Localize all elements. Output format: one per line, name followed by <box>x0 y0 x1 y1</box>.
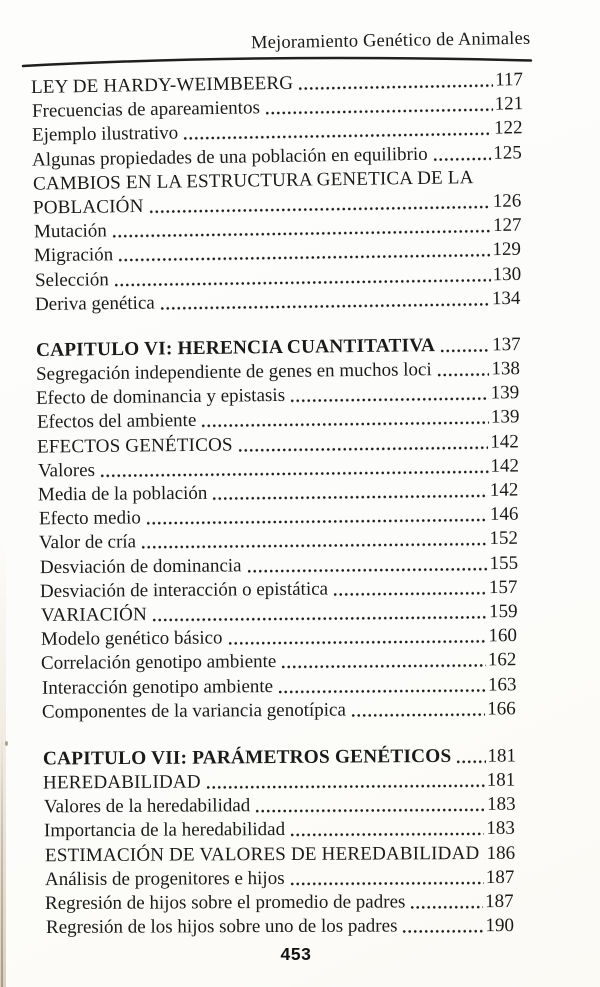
scan-edge-dark-line <box>1 728 3 987</box>
toc-entry-page: 139 <box>490 406 520 429</box>
toc-entry-label: Regresión de hijos sobre el promedio de padres <box>45 891 406 915</box>
dot-leader <box>440 347 490 354</box>
toc-entry <box>44 841 514 868</box>
dot-leader <box>411 904 484 910</box>
dot-leader <box>255 807 485 814</box>
toc-entry-page: 146 <box>489 503 519 526</box>
toc-entry-label: Valor de cría <box>38 531 137 554</box>
toc-entry-label: VARIACIÓN <box>40 604 147 626</box>
toc-entry-page: 138 <box>491 358 521 380</box>
toc-entry-page: 157 <box>488 576 518 598</box>
toc-entry-label: HEREDABILIDAD <box>43 771 201 794</box>
toc-entry <box>45 866 514 892</box>
toc-entry-label: Modelo genético básico <box>40 627 223 651</box>
toc-entry-label: Ejemplo ilustrativo <box>31 122 179 147</box>
dot-leader <box>298 83 493 92</box>
dot-leader <box>118 253 490 264</box>
toc-entry-label: Desviación de interacción o epistática <box>39 578 329 602</box>
toc-entry-label: Segregación independiente de genes en muchos loci <box>35 359 432 385</box>
dot-leader <box>278 687 486 695</box>
toc-entry-label: LEY DE HARDY-WEIMBEERG <box>30 72 294 98</box>
toc-entry-page: 183 <box>486 793 516 816</box>
dot-leader <box>456 759 485 765</box>
dot-leader <box>149 204 491 215</box>
toc-entry-page: 155 <box>489 552 518 574</box>
dot-leader <box>100 469 489 479</box>
dot-leader <box>333 590 487 597</box>
toc-entry-label: Efectos del ambiente <box>36 410 197 434</box>
toc-section <box>30 69 524 315</box>
toc-entry-label: Interacción genotipo ambiente <box>41 675 273 699</box>
toc-entry-page: 139 <box>490 382 520 404</box>
toc-entry-label: Media de la población <box>38 482 208 506</box>
dot-leader <box>290 832 484 839</box>
dot-leader <box>264 107 492 117</box>
toc-entry-page: 122 <box>493 117 523 140</box>
toc-entry-page: 187 <box>485 890 515 913</box>
toc-entry-label: CAPITULO VII: PARÁMETROS GENÉTICOS <box>42 745 452 770</box>
dot-leader <box>433 156 492 163</box>
dot-leader <box>238 444 489 453</box>
toc-entry-page: 137 <box>491 333 521 356</box>
toc-entry-label: EFECTOS GENÉTICOS <box>37 434 234 458</box>
dot-leader <box>113 277 490 288</box>
toc-entry <box>44 793 516 820</box>
toc-entry-page: 130 <box>492 263 521 285</box>
toc-entry <box>42 697 516 724</box>
running-header-title: Mejoramiento Genético de Animales <box>250 28 531 54</box>
toc-entry-page: 159 <box>488 600 518 623</box>
toc-entry-label: Regresión de los hijos sobre uno de los padres <box>45 915 398 939</box>
toc-entry-label: POBLACIÓN <box>33 195 144 219</box>
toc-entry-label: Análisis de progenitores e hijos <box>44 867 285 890</box>
dot-leader <box>246 566 487 574</box>
toc-entry-page: 142 <box>490 455 519 477</box>
toc-entry-page: 162 <box>488 649 517 671</box>
dot-leader <box>282 663 487 671</box>
toc-entry-page: 187 <box>485 866 515 888</box>
toc-entry-page: 166 <box>487 698 517 720</box>
toc-entry-page: 125 <box>493 141 523 164</box>
toc-entry <box>45 890 514 916</box>
toc-entry-label: Importancia de la heredabilidad <box>44 819 286 842</box>
dot-leader <box>351 711 485 718</box>
dot-leader <box>290 880 484 887</box>
toc-entry <box>41 648 516 676</box>
toc-entry-label: Selección <box>34 268 109 291</box>
toc-entry-page: 186 <box>486 842 515 864</box>
toc-entry <box>42 673 517 701</box>
dot-leader <box>160 301 490 311</box>
toc-entry-page: 142 <box>489 479 519 501</box>
dot-leader <box>151 614 486 623</box>
scan-speck <box>5 741 8 746</box>
table-of-contents <box>30 69 524 939</box>
toc-entry-label: Deriva genética <box>34 292 155 315</box>
dot-leader <box>201 420 489 429</box>
toc-entry-label: Efecto medio <box>38 507 141 530</box>
header-rule-line <box>21 55 534 69</box>
toc-entry-page: 190 <box>485 915 514 937</box>
toc-entry-page: 163 <box>487 673 517 695</box>
toc-entry-label: Correlación genotipo ambiente <box>41 651 277 675</box>
dot-leader <box>227 639 486 647</box>
dot-leader <box>437 372 490 379</box>
toc-entry-label: CAPITULO VI: HERENCIA CUANTITATIVA <box>35 334 435 361</box>
dot-leader <box>213 493 488 502</box>
dot-leader <box>402 929 483 935</box>
dot-leader <box>141 542 487 551</box>
toc-entry-page: 181 <box>487 745 516 767</box>
toc-entry-page: 160 <box>488 625 517 647</box>
toc-entry-page: 126 <box>492 190 522 212</box>
toc-entry-label: Mutación <box>33 220 107 243</box>
toc-entry-label: Desviación de dominancia <box>39 554 242 578</box>
toc-entry-label: CAMBIOS EN LA ESTRUCTURA GENETICA DE LA <box>32 166 474 195</box>
toc-entry <box>43 769 515 796</box>
toc-entry-page: 127 <box>492 214 522 237</box>
toc-entry-page: 129 <box>492 239 522 261</box>
toc-entry-label: Efecto de dominancia y epistasis <box>36 385 286 410</box>
toc-entry-page: 117 <box>494 69 524 91</box>
toc-section <box>31 746 523 940</box>
page-number: 453 <box>280 944 312 964</box>
toc-entry-page: 183 <box>486 818 515 840</box>
toc-entry <box>46 914 514 940</box>
toc-entry <box>43 744 516 771</box>
dot-leader <box>183 131 492 142</box>
toc-entry-page: 121 <box>494 93 523 115</box>
dot-leader <box>206 783 485 791</box>
toc-entry-label: Valores <box>37 459 95 482</box>
toc-entry-page: 152 <box>489 528 519 550</box>
toc-entry-label: Valores de la heredabilidad <box>43 795 250 818</box>
toc-entry-page: 181 <box>486 769 516 791</box>
toc-entry-label: Frecuencias de apareamientos <box>31 97 260 123</box>
toc-entry <box>44 817 515 844</box>
toc-entry-label: ESTIMACIÓN DE VALORES DE HEREDABILIDAD <box>44 842 479 866</box>
dot-leader <box>146 517 488 526</box>
toc-section <box>31 333 523 723</box>
toc-entry-page: 142 <box>490 430 520 453</box>
toc-entry-label: Migración <box>33 244 114 267</box>
toc-entry-page: 134 <box>491 287 521 309</box>
dot-leader <box>290 396 489 404</box>
toc-entry-label: Componentes de la variancia genotípica <box>42 699 347 723</box>
toc-entry-label: Algunas propiedades de una población en equilibrio <box>32 143 429 171</box>
